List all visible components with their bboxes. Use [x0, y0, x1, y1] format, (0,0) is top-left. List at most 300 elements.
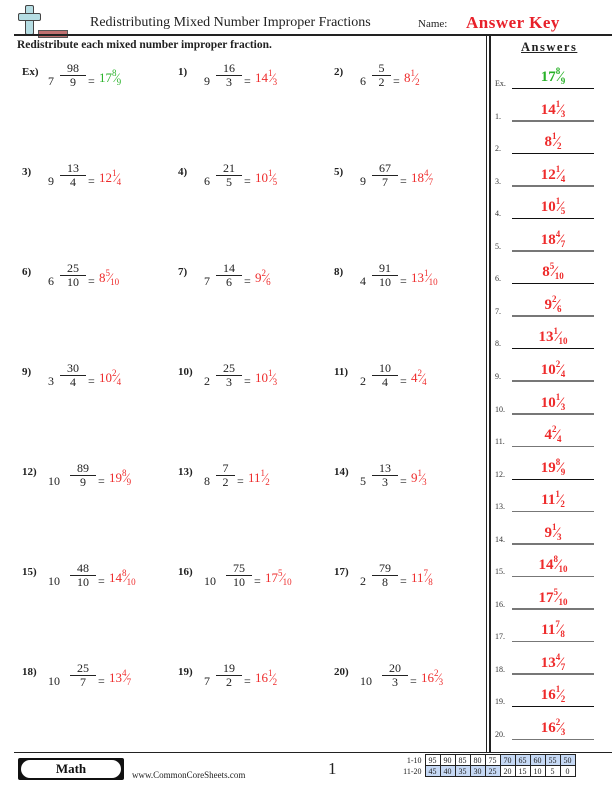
answer-whole: 14 [540, 101, 556, 118]
answer-label: 13. [495, 502, 505, 512]
problem-answer [99, 368, 121, 387]
denominator: 7 [70, 675, 96, 689]
answer-denominator: 6 [266, 277, 271, 287]
answer-numerator: 7 [423, 568, 429, 578]
problem-number: 3) [22, 166, 32, 178]
answer-value [512, 392, 594, 412]
numerator: 25 [223, 361, 235, 375]
answer-value [512, 457, 594, 477]
problem-item [178, 662, 328, 702]
answer-numerator: 4 [555, 228, 561, 239]
answer-denominator: 10 [558, 596, 568, 607]
numerator: 13 [379, 461, 391, 475]
whole-number: 10 [360, 674, 372, 688]
answer-numerator: 1 [555, 684, 561, 695]
fraction-slash: ⁄ [264, 470, 267, 485]
answer-denominator: 4 [116, 377, 122, 387]
answer-denominator: 9 [116, 77, 122, 87]
answer-numerator: 1 [551, 131, 557, 142]
answer-denominator: 3 [560, 108, 566, 119]
answer-denominator: 4 [116, 177, 122, 187]
numerator: 19 [223, 661, 235, 675]
answer-label: 3. [495, 176, 501, 186]
numerator: 79 [379, 561, 391, 575]
score-cell: 80 [470, 755, 485, 766]
problem-number: 18) [22, 666, 37, 678]
problem-number: 17) [334, 566, 349, 578]
site-url: www.CommonCoreSheets.com [132, 770, 246, 780]
numerator: 10 [379, 361, 391, 375]
equals-sign: = [410, 674, 417, 688]
answer-row [495, 578, 612, 610]
answer-numerator: 8 [553, 554, 558, 565]
numerator: 20 [389, 661, 401, 675]
answer-label: 14. [495, 534, 505, 544]
problem-number: 1) [178, 66, 188, 78]
answer-numerator: 1 [268, 368, 273, 378]
answer-row [495, 317, 612, 349]
fraction-slash: ⁄ [559, 459, 562, 476]
answer-denominator: 7 [126, 677, 132, 687]
problem-answer [109, 468, 131, 487]
whole-number: 6 [204, 174, 210, 188]
answer-row [495, 252, 612, 284]
equals-sign: = [244, 74, 251, 88]
answer-whole: 8 [542, 264, 550, 281]
denominator: 10 [372, 275, 398, 289]
answer-line [512, 739, 594, 741]
equals-sign: = [244, 374, 251, 388]
denominator: 3 [372, 475, 398, 489]
numerator: 48 [77, 561, 89, 575]
score-cell: 60 [530, 755, 545, 766]
improper-fraction [372, 462, 398, 489]
answer-row [495, 122, 612, 154]
answer-value [512, 652, 594, 672]
problem-answer [411, 468, 427, 487]
answer-value [512, 619, 594, 639]
fraction-slash: ⁄ [427, 170, 430, 185]
answer-row [495, 383, 612, 415]
denominator: 4 [372, 375, 398, 389]
answer-numerator: 1 [410, 68, 415, 78]
problem-answer [255, 68, 277, 87]
problem-number: 12) [22, 466, 37, 478]
numerator: 75 [233, 561, 245, 575]
answer-denominator: 4 [422, 377, 427, 387]
problem-item [334, 162, 484, 202]
fraction-slash: ⁄ [556, 589, 560, 606]
answer-label: 10. [495, 404, 505, 414]
answer-denominator: 2 [272, 677, 278, 687]
answer-numerator: 4 [122, 668, 127, 678]
answer-denominator: 10 [558, 336, 568, 347]
answer-row [495, 643, 612, 675]
answer-value [512, 294, 594, 314]
math-badge-label: Math [21, 760, 121, 778]
answer-value [512, 684, 594, 704]
answer-label: 16. [495, 599, 505, 609]
answer-whole: 10 [540, 394, 556, 411]
answer-whole: 17 [99, 70, 112, 85]
answer-numerator: 1 [555, 98, 561, 109]
answer-label: 11. [495, 437, 505, 447]
answer-denominator: 3 [438, 677, 444, 687]
problem-item [22, 262, 172, 302]
whole-number: 8 [204, 474, 210, 488]
answer-denominator: 2 [415, 77, 420, 87]
problem-answer [255, 668, 277, 687]
problem-answer [404, 68, 420, 87]
problem-item [22, 62, 172, 102]
answer-row [495, 187, 612, 219]
score-cell: 95 [425, 755, 440, 766]
answer-numerator: 1 [555, 489, 560, 500]
instructions: Redistribute each mixed number improper fraction. [17, 39, 272, 51]
answer-label: 18. [495, 664, 505, 674]
problem-answer [109, 668, 131, 687]
answer-whole: 14 [255, 70, 268, 85]
score-cell: 10 [530, 766, 545, 777]
answer-label: 6. [495, 274, 501, 284]
answer-numerator: 8 [555, 456, 561, 467]
answer-denominator: 4 [557, 434, 562, 445]
answer-label: 8. [495, 339, 501, 349]
answer-whole: 14 [109, 570, 122, 585]
answer-whole: 10 [99, 370, 112, 385]
numerator: 21 [223, 161, 235, 175]
whole-number: 3 [48, 374, 54, 388]
problem-answer [99, 168, 121, 187]
answer-row [495, 285, 612, 317]
denominator: 3 [216, 375, 242, 389]
problem-item [22, 362, 172, 402]
answer-denominator: 3 [557, 531, 562, 542]
answer-value [512, 522, 594, 542]
score-row [395, 766, 575, 777]
problem-answer [99, 68, 121, 87]
score-cell: 40 [440, 766, 455, 777]
denominator: 10 [226, 575, 252, 589]
answer-denominator: 8 [428, 577, 433, 587]
whole-number: 2 [360, 374, 366, 388]
answer-label: 19. [495, 697, 505, 707]
denominator: 10 [60, 275, 86, 289]
improper-fraction [60, 262, 86, 289]
answer-whole: 13 [540, 654, 556, 671]
denominator: 4 [60, 175, 86, 189]
fraction-slash: ⁄ [555, 524, 558, 541]
answer-numerator: 1 [555, 196, 561, 207]
answer-denominator: 5 [272, 177, 278, 187]
whole-number: 5 [360, 474, 366, 488]
improper-fraction [216, 262, 242, 289]
answer-value [512, 66, 594, 86]
fraction-slash: ⁄ [427, 270, 430, 285]
score-cell: 20 [500, 766, 515, 777]
answer-denominator: 2 [560, 499, 565, 510]
answer-denominator: 3 [560, 401, 566, 412]
answer-label: 7. [495, 306, 501, 316]
fraction-slash: ⁄ [421, 470, 424, 485]
problem-number: 8) [334, 266, 344, 278]
denominator: 2 [372, 75, 391, 89]
answer-value [512, 717, 594, 737]
answer-denominator: 2 [557, 141, 562, 152]
numerator: 25 [77, 661, 89, 675]
answer-whole: 16 [540, 720, 556, 736]
problem-number: 5) [334, 166, 344, 178]
numerator: 14 [223, 261, 235, 275]
equals-sign: = [400, 474, 407, 488]
denominator: 5 [216, 175, 242, 189]
answer-denominator: 2 [265, 477, 270, 487]
answer-value [512, 326, 594, 346]
answer-numerator: 1 [268, 68, 273, 78]
whole-number: 10 [48, 474, 60, 488]
equals-sign: = [98, 674, 105, 688]
answer-denominator: 10 [558, 564, 568, 575]
problem-number: 7) [178, 266, 188, 278]
problem-item [22, 462, 172, 502]
score-cell: 85 [455, 755, 470, 766]
answer-denominator: 3 [560, 727, 566, 737]
equals-sign: = [393, 74, 400, 88]
numerator: 67 [379, 161, 391, 175]
answer-numerator: 2 [417, 368, 422, 378]
denominator: 2 [216, 475, 235, 489]
footer-divider [14, 752, 612, 753]
numerator: 89 [77, 461, 89, 475]
answer-row [495, 155, 612, 187]
whole-number: 10 [48, 574, 60, 588]
fraction-slash: ⁄ [555, 296, 558, 313]
answer-label: 2. [495, 144, 501, 154]
answer-denominator: 3 [272, 377, 278, 387]
equals-sign: = [88, 174, 95, 188]
improper-fraction [60, 362, 86, 389]
math-badge [18, 758, 124, 780]
name-label: Name: [418, 18, 448, 30]
problem-item [178, 162, 328, 202]
answer-numerator: 2 [261, 268, 266, 278]
problem-item [334, 62, 484, 102]
answer-denominator: 10 [428, 277, 438, 287]
problem-item [178, 362, 328, 402]
answer-whole: 12 [540, 166, 556, 183]
improper-fraction [216, 62, 242, 89]
answer-whole: 18 [411, 170, 424, 185]
equals-sign: = [88, 374, 95, 388]
denominator: 10 [70, 575, 96, 589]
problem-item [178, 262, 328, 302]
answer-denominator: 3 [422, 477, 427, 487]
problem-number: 14) [334, 466, 349, 478]
problem-item [178, 562, 328, 602]
answer-denominator: 3 [272, 77, 278, 87]
equals-sign: = [400, 374, 407, 388]
problem-number: 19) [178, 666, 193, 678]
score-cell: 5 [545, 766, 560, 777]
answer-numerator: 8 [122, 468, 127, 478]
answer-row [495, 545, 612, 577]
answer-whole: 10 [540, 361, 556, 378]
answer-denominator: 9 [560, 76, 566, 86]
answer-whole: 8 [544, 134, 552, 151]
answer-value [512, 424, 594, 444]
answer-whole: 11 [411, 570, 424, 585]
problem-answer [248, 468, 270, 487]
answer-whole: 11 [541, 622, 556, 639]
answer-row [495, 675, 612, 707]
denominator: 4 [60, 375, 86, 389]
problem-answer [421, 668, 443, 687]
answer-denominator: 7 [560, 661, 566, 672]
answer-numerator: 8 [555, 66, 561, 76]
answer-value [512, 261, 594, 281]
answer-value [512, 229, 594, 249]
fraction-slash: ⁄ [558, 492, 562, 509]
answer-numerator: 5 [105, 268, 110, 278]
answer-whole: 12 [99, 170, 112, 185]
answer-value [512, 164, 594, 184]
answer-whole: 17 [265, 570, 278, 585]
score-cell: 75 [485, 755, 500, 766]
problem-item [178, 62, 328, 102]
answer-denominator: 7 [560, 238, 566, 249]
answer-row [495, 350, 612, 382]
problem-item [334, 562, 484, 602]
answer-value [512, 359, 594, 379]
equals-sign: = [244, 674, 251, 688]
answer-whole: 17 [538, 589, 554, 606]
fraction-slash: ⁄ [125, 670, 128, 685]
answer-whole: 19 [540, 459, 556, 476]
answer-row [495, 448, 612, 480]
answer-numerator: 8 [112, 68, 117, 78]
answer-whole: 10 [255, 170, 268, 185]
answer-label: 4. [495, 209, 501, 219]
fraction-slash: ⁄ [553, 264, 556, 281]
numerator: 91 [379, 261, 391, 275]
problem-item [334, 662, 484, 702]
equals-sign: = [98, 574, 105, 588]
answer-whole: 9 [544, 524, 552, 541]
answer-row [495, 415, 612, 447]
improper-fraction [70, 562, 96, 589]
whole-number: 6 [48, 274, 54, 288]
answer-numerator: 4 [555, 651, 561, 662]
improper-fraction [216, 362, 242, 389]
problem-number: Ex) [22, 66, 39, 78]
name-value: Answer Key [466, 13, 560, 32]
improper-fraction [372, 562, 398, 589]
denominator: 8 [372, 575, 398, 589]
answer-denominator: 4 [560, 173, 566, 184]
problem-answer [411, 168, 433, 187]
improper-fraction [60, 162, 86, 189]
answer-label: Ex. [495, 79, 506, 88]
answer-whole: 8 [99, 270, 106, 285]
numerator: 7 [222, 461, 229, 475]
improper-fraction [216, 462, 235, 489]
answer-numerator: 1 [112, 168, 117, 178]
whole-number: 10 [48, 674, 60, 688]
answer-row [495, 480, 612, 512]
fraction-slash: ⁄ [558, 622, 562, 639]
problem-number: 11) [334, 366, 349, 378]
whole-number: 9 [204, 74, 210, 88]
answer-value [512, 554, 594, 574]
improper-fraction [216, 662, 242, 689]
answer-numerator: 2 [555, 717, 561, 727]
answer-whole: 13 [538, 329, 554, 346]
score-cell: 70 [500, 755, 515, 766]
problem-number: 15) [22, 566, 37, 578]
equals-sign: = [400, 574, 407, 588]
answer-denominator: 10 [554, 271, 564, 282]
answer-whole: 17 [540, 69, 556, 85]
improper-fraction [382, 662, 408, 689]
improper-fraction [70, 462, 96, 489]
answer-label: 9. [495, 371, 501, 381]
score-cell: 25 [485, 766, 500, 777]
denominator: 3 [382, 675, 408, 689]
answer-row [495, 57, 612, 89]
header-divider [14, 34, 612, 36]
answer-numerator: 2 [112, 368, 117, 378]
answer-numerator: 1 [551, 521, 557, 532]
answer-numerator: 7 [555, 619, 560, 630]
numerator: 5 [378, 61, 385, 75]
answer-numerator: 1 [417, 468, 422, 478]
fraction-slash: ⁄ [559, 101, 562, 118]
page-number: 1 [328, 759, 337, 778]
column-divider-thick [489, 36, 491, 752]
fraction-slash: ⁄ [556, 329, 560, 346]
fraction-slash: ⁄ [559, 720, 562, 736]
improper-fraction [216, 162, 242, 189]
answer-numerator: 2 [551, 293, 557, 304]
answer-whole: 14 [538, 557, 554, 574]
fraction-slash: ⁄ [281, 570, 284, 585]
answer-whole: 16 [421, 670, 434, 685]
whole-number: 2 [360, 574, 366, 588]
fraction-slash: ⁄ [265, 270, 268, 285]
problem-answer [255, 368, 277, 387]
equals-sign: = [400, 274, 407, 288]
fraction-slash: ⁄ [559, 654, 562, 671]
score-row [395, 755, 575, 766]
answer-value [512, 131, 594, 151]
whole-number: 9 [48, 174, 54, 188]
fraction-slash: ⁄ [556, 557, 560, 574]
answer-numerator: 2 [555, 358, 561, 369]
fraction-slash: ⁄ [559, 687, 562, 704]
answer-numerator: 5 [553, 586, 558, 597]
fraction-slash: ⁄ [559, 166, 562, 183]
problem-item [22, 662, 172, 702]
answer-row [495, 610, 612, 642]
problem-answer [411, 368, 427, 387]
score-cell: 15 [515, 766, 530, 777]
answer-denominator: 10 [282, 577, 292, 587]
answer-denominator: 5 [560, 206, 566, 217]
problem-number: 20) [334, 666, 349, 678]
fraction-slash: ⁄ [427, 570, 430, 585]
answer-whole: 16 [255, 670, 268, 685]
score-cell: 50 [560, 755, 575, 766]
